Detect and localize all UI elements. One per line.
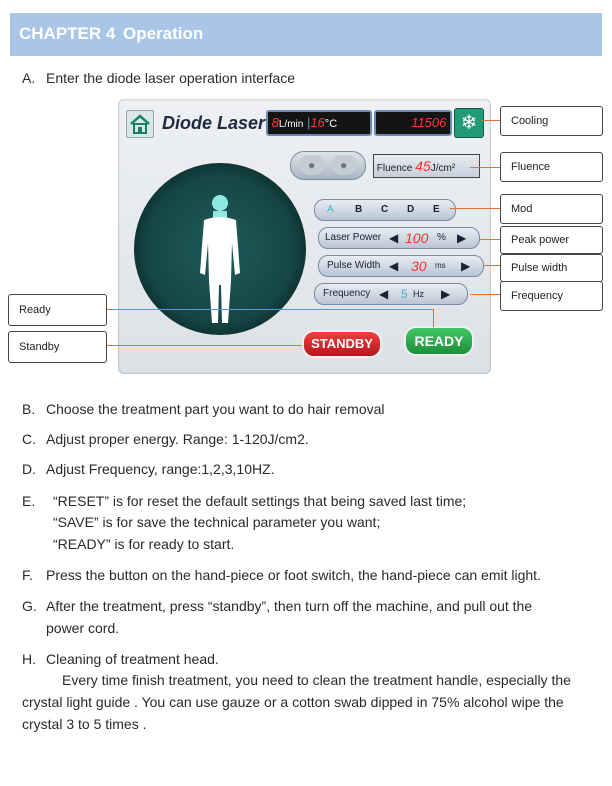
step-h-marker: H. (22, 651, 36, 667)
step-e-marker: E. (22, 493, 36, 509)
snowflake-icon: ❄ (460, 112, 478, 134)
decrease-frequency-button[interactable]: ◀ (379, 287, 389, 301)
device-panel (118, 99, 491, 374)
pulse-width-label: Pulse Width (327, 260, 381, 271)
ready-leader-vertical (433, 309, 434, 327)
frequency-unit: Hz (413, 289, 424, 299)
callout-cooling: Cooling (500, 106, 603, 136)
step-h-text-1: Every time finish treatment, you need to clean the treatment handle, especially the (62, 672, 571, 688)
mode-selector (314, 199, 456, 221)
person-icon: ● (340, 158, 348, 172)
step-h-text-3: crystal 3 to 5 times . (22, 716, 147, 732)
step-h-title: Cleaning of treatment head. (46, 651, 219, 667)
callout-pulse-width: Pulse width (500, 254, 603, 282)
frequency-label: Frequency (323, 288, 371, 299)
step-f-marker: F. (22, 567, 33, 583)
increase-frequency-button[interactable]: ▶ (441, 287, 451, 301)
standby-button[interactable]: STANDBY (302, 330, 382, 358)
pulse-width-unit: ms (435, 261, 446, 270)
step-g-text-2: power cord. (46, 620, 120, 636)
counter-display (374, 110, 452, 136)
pulse-width-value: 30 (411, 258, 427, 274)
step-b-text: Choose the treatment part you want to do hair removal (46, 401, 385, 417)
laser-power-value: 100 (405, 230, 429, 246)
step-f-text: Press the button on the hand-piece or foot switch, the hand-piece can emit light. (46, 567, 541, 583)
step-e-ready: “READY” is for ready to start. (53, 536, 235, 552)
step-h-text-2: crystal light guide . You can use gauze or a cotton swab dipped in 75% alcohol wipe the (22, 694, 564, 710)
callout-mod: Mod (500, 194, 603, 224)
ready-leader (106, 309, 434, 310)
cooling-button[interactable] (454, 108, 484, 138)
pulse-width-leader (484, 265, 500, 266)
frequency-leader (470, 294, 500, 295)
decrease-pulse-button[interactable]: ◀ (389, 259, 399, 273)
fluence-display (373, 154, 480, 178)
chapter-number: CHAPTER 4 (19, 24, 116, 43)
step-d-marker: D. (22, 461, 36, 477)
increase-power-button[interactable]: ▶ (457, 231, 467, 245)
home-button[interactable] (126, 110, 154, 138)
mode-c[interactable]: C (381, 204, 389, 215)
flow-temp-display: 8L/min |16°C (266, 110, 372, 136)
step-d-text: Adjust Frequency, range:1,2,3,10HZ. (46, 461, 275, 477)
callout-frequency: Frequency (500, 281, 603, 311)
step-a-text: Enter the diode laser operation interface (46, 70, 296, 86)
counter-value: 11506 (411, 115, 447, 130)
step-e-reset: “RESET” is for reset the default settings that being saved last time; (53, 493, 467, 509)
mode-a[interactable]: A (327, 204, 334, 215)
chapter-header (10, 13, 602, 56)
step-g-text-1: After the treatment, press “standby”, then turn off the machine, and pull out the (46, 598, 533, 614)
step-g-marker: G. (22, 598, 37, 614)
pulse-width-control (318, 255, 484, 277)
step-b-marker: B. (22, 401, 36, 417)
ready-button[interactable]: READY (404, 326, 474, 356)
step-e-save: “SAVE” is for save the technical parameter you want; (53, 514, 381, 530)
flow-unit: L/min (278, 119, 304, 130)
fluence-value: 45 (415, 158, 431, 174)
temp-unit: °C (324, 118, 338, 130)
mod-leader (450, 208, 500, 209)
female-button[interactable] (331, 155, 357, 175)
panel-title: Diode Laser (162, 113, 266, 133)
increase-pulse-button[interactable]: ▶ (461, 259, 471, 273)
laser-power-control (318, 227, 480, 249)
decrease-power-button[interactable]: ◀ (389, 231, 399, 245)
step-a-marker: A. (22, 70, 36, 86)
callout-peak-power: Peak power (500, 226, 603, 254)
flow-value: 8 (271, 115, 279, 130)
mode-d[interactable]: D (407, 204, 415, 215)
fluence-unit: J/cm² (430, 163, 456, 174)
laser-power-label: Laser Power (325, 232, 382, 243)
step-c-text: Adjust proper energy. Range: 1-120J/cm2. (46, 431, 309, 447)
callout-standby: Standby (8, 331, 107, 363)
frequency-value: 5 (401, 287, 408, 301)
temp-value: 16 (310, 115, 325, 130)
chapter-title: Operation (123, 24, 204, 43)
cooling-leader (482, 120, 500, 121)
mode-b[interactable]: B (355, 204, 363, 215)
step-c-marker: C. (22, 431, 36, 447)
laser-power-unit: % (437, 232, 446, 243)
fluence-leader (470, 167, 500, 168)
peak-power-leader (480, 239, 500, 240)
fluence-label: Fluence (376, 163, 413, 174)
mode-e[interactable]: E (433, 204, 440, 215)
person-icon: ● (308, 158, 316, 172)
frequency-control (314, 283, 468, 305)
callout-ready: Ready (8, 294, 107, 326)
standby-leader (106, 345, 302, 346)
home-icon (127, 111, 153, 137)
callout-fluence: Fluence (500, 152, 603, 182)
